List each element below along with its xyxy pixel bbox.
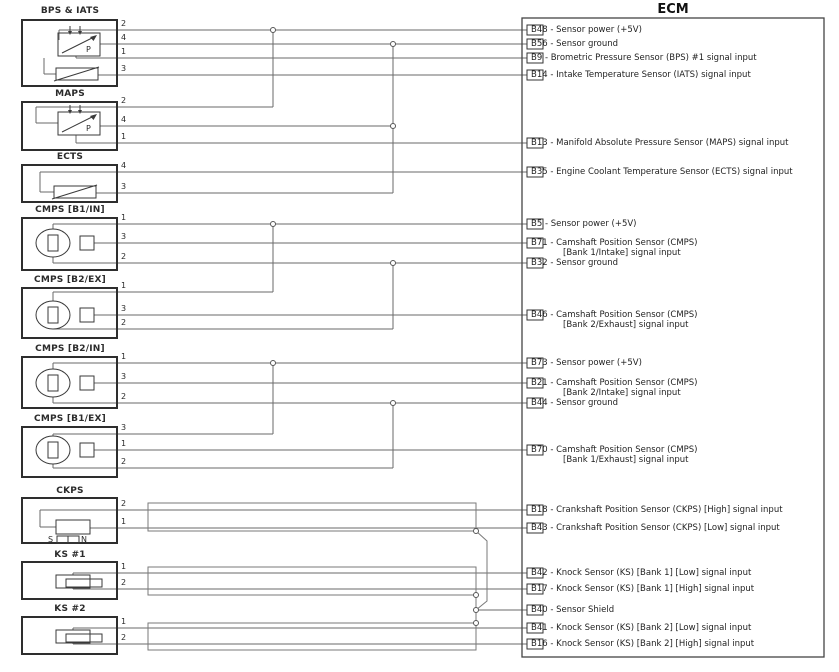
pin-number: 1 [121,132,127,141]
ecm-pin-b17: B17 - Knock Sensor (KS) [Bank 1] [High] signal input [531,584,755,594]
ects-thermistor-symbol [52,185,97,199]
ecm-pin-b5: B5 - Sensor power (+5V) [531,219,637,229]
ecm-pin-b44: B44 - Sensor ground [531,398,619,408]
pin-number: 4 [121,33,127,42]
magnet-north-label: N [81,535,87,544]
ecm-pin-b42: B42 - Knock Sensor (KS) [Bank 1] [Low] signal input [531,568,752,578]
ecm-pin-b70: B70 - Camshaft Position Sensor (CMPS) [531,445,698,455]
ckps-shield-drain [476,531,487,610]
ecm-pin-b71-line2: [Bank 1/Intake] signal input [563,248,681,258]
wires-bps-maps-ects [36,30,528,193]
sensor-label-bps-iats: BPS & IATS [40,6,100,16]
pin-number: 4 [121,161,127,170]
pin-number: 2 [121,318,127,327]
pin-number: 2 [121,578,127,587]
ecm-pin-b13: B13 - Manifold Absolute Pressure Sensor (MAPS) signal input [531,138,789,148]
ks1-symbol [56,575,102,588]
ecm-pin-connectors [527,25,543,649]
ecm-pin-b70-line2: [Bank 1/Exhaust] signal input [563,455,689,465]
ecm-box [522,18,824,657]
pin-number: 1 [121,439,127,448]
ecm-pin-b21: B21 - Camshaft Position Sensor (CMPS) [531,378,698,388]
cmps-b1ex-symbol [36,436,94,464]
cmps-b2ex-symbol [36,301,94,329]
ecm-pin-b16: B16 - Knock Sensor (KS) [Bank 2] [High] signal input [531,639,755,649]
pin-number: 2 [121,252,127,261]
ecm-pin-b46: B46 - Camshaft Position Sensor (CMPS) [531,310,698,320]
ckps-shield [148,503,476,531]
ecm-pin-b73: B73 - Sensor power (+5V) [531,358,642,368]
ecm-pin-b9: B9 - Brometric Pressure Sensor (BPS) #1 signal input [531,53,757,63]
cmps-b2in-symbol [36,369,94,397]
ecm-pin-b14: B14 - Intake Temperature Sensor (IATS) signal input [531,70,751,80]
pin-number: 2 [121,19,127,28]
ects-box [22,165,117,202]
iats-thermistor-symbol [54,67,99,81]
sensor-label-ks2: KS #2 [54,604,86,614]
pin-number: 3 [121,372,127,381]
ecm-pin-b41: B41 - Knock Sensor (KS) [Bank 2] [Low] signal input [531,623,752,633]
ecm-pin-b40: B40 - Sensor Shield [531,605,615,615]
ks2-shield [148,623,476,650]
pin-number: 2 [121,96,127,105]
pin-number: 4 [121,115,127,124]
ks2-box [22,617,117,654]
pressure-symbol-label: P [86,45,91,54]
sensor-label-cmps-b1in: CMPS [B1/IN] [35,205,105,215]
pin-number: 1 [121,281,127,290]
ecm-pin-b32: B32 - Sensor ground [531,258,619,268]
pin-number: 2 [121,457,127,466]
sensor-label-ks1: KS #1 [54,550,86,560]
cmps-b1in-symbol [36,229,94,257]
ecm-pin-b46-line2: [Bank 2/Exhaust] signal input [563,320,689,330]
sensor-label-ckps: CKPS [56,486,84,496]
ecm-title: ECM [657,2,689,17]
pin-number: 1 [121,562,127,571]
pin-number: 1 [121,47,127,56]
ecm-pin-b35: B35 - Engine Coolant Temperature Sensor (ECTS) signal input [531,167,793,177]
pressure-symbol-label: P [86,124,91,133]
pin-number: 2 [121,499,127,508]
sensor-label-maps: MAPS [55,89,85,99]
wires-ckps-ks [40,510,528,644]
maps-pressure-symbol [58,105,100,135]
sensor-label-cmps-b1ex: CMPS [B1/EX] [34,414,106,424]
pin-number: 1 [121,352,127,361]
pin-number: 1 [121,517,127,526]
ks1-shield [148,567,476,595]
pin-number: 1 [121,617,127,626]
magnet-south-label: S [48,535,54,544]
ecm-pin-b18: B18 - Crankshaft Position Sensor (CKPS) [High] signal input [531,505,783,515]
ecm-pin-b43: B43 - Crankshaft Position Sensor (CKPS) [Low] signal input [531,523,780,533]
ecm-pin-b48: B48 - Sensor power (+5V) [531,25,642,35]
ks1-box [22,562,117,599]
pin-number: 1 [121,213,127,222]
pin-number: 3 [121,64,127,73]
ks2-symbol [56,630,102,643]
ecm-pin-b21-line2: [Bank 2/Intake] signal input [563,388,681,398]
pin-number: 3 [121,423,127,432]
pin-number: 3 [121,182,127,191]
pin-number: 2 [121,392,127,401]
ecm-pin-b56: B56 - Sensor ground [531,39,619,49]
pin-number: 3 [121,232,127,241]
ecm-pin-b71: B71 - Camshaft Position Sensor (CMPS) [531,238,698,248]
pin-number: 2 [121,633,127,642]
pin-number: 3 [121,304,127,313]
sensor-label-cmps-b2in: CMPS [B2/IN] [35,344,105,354]
sensor-label-cmps-b2ex: CMPS [B2/EX] [34,275,106,285]
sensor-label-ects: ECTS [56,152,84,162]
junction-dots [271,28,479,626]
